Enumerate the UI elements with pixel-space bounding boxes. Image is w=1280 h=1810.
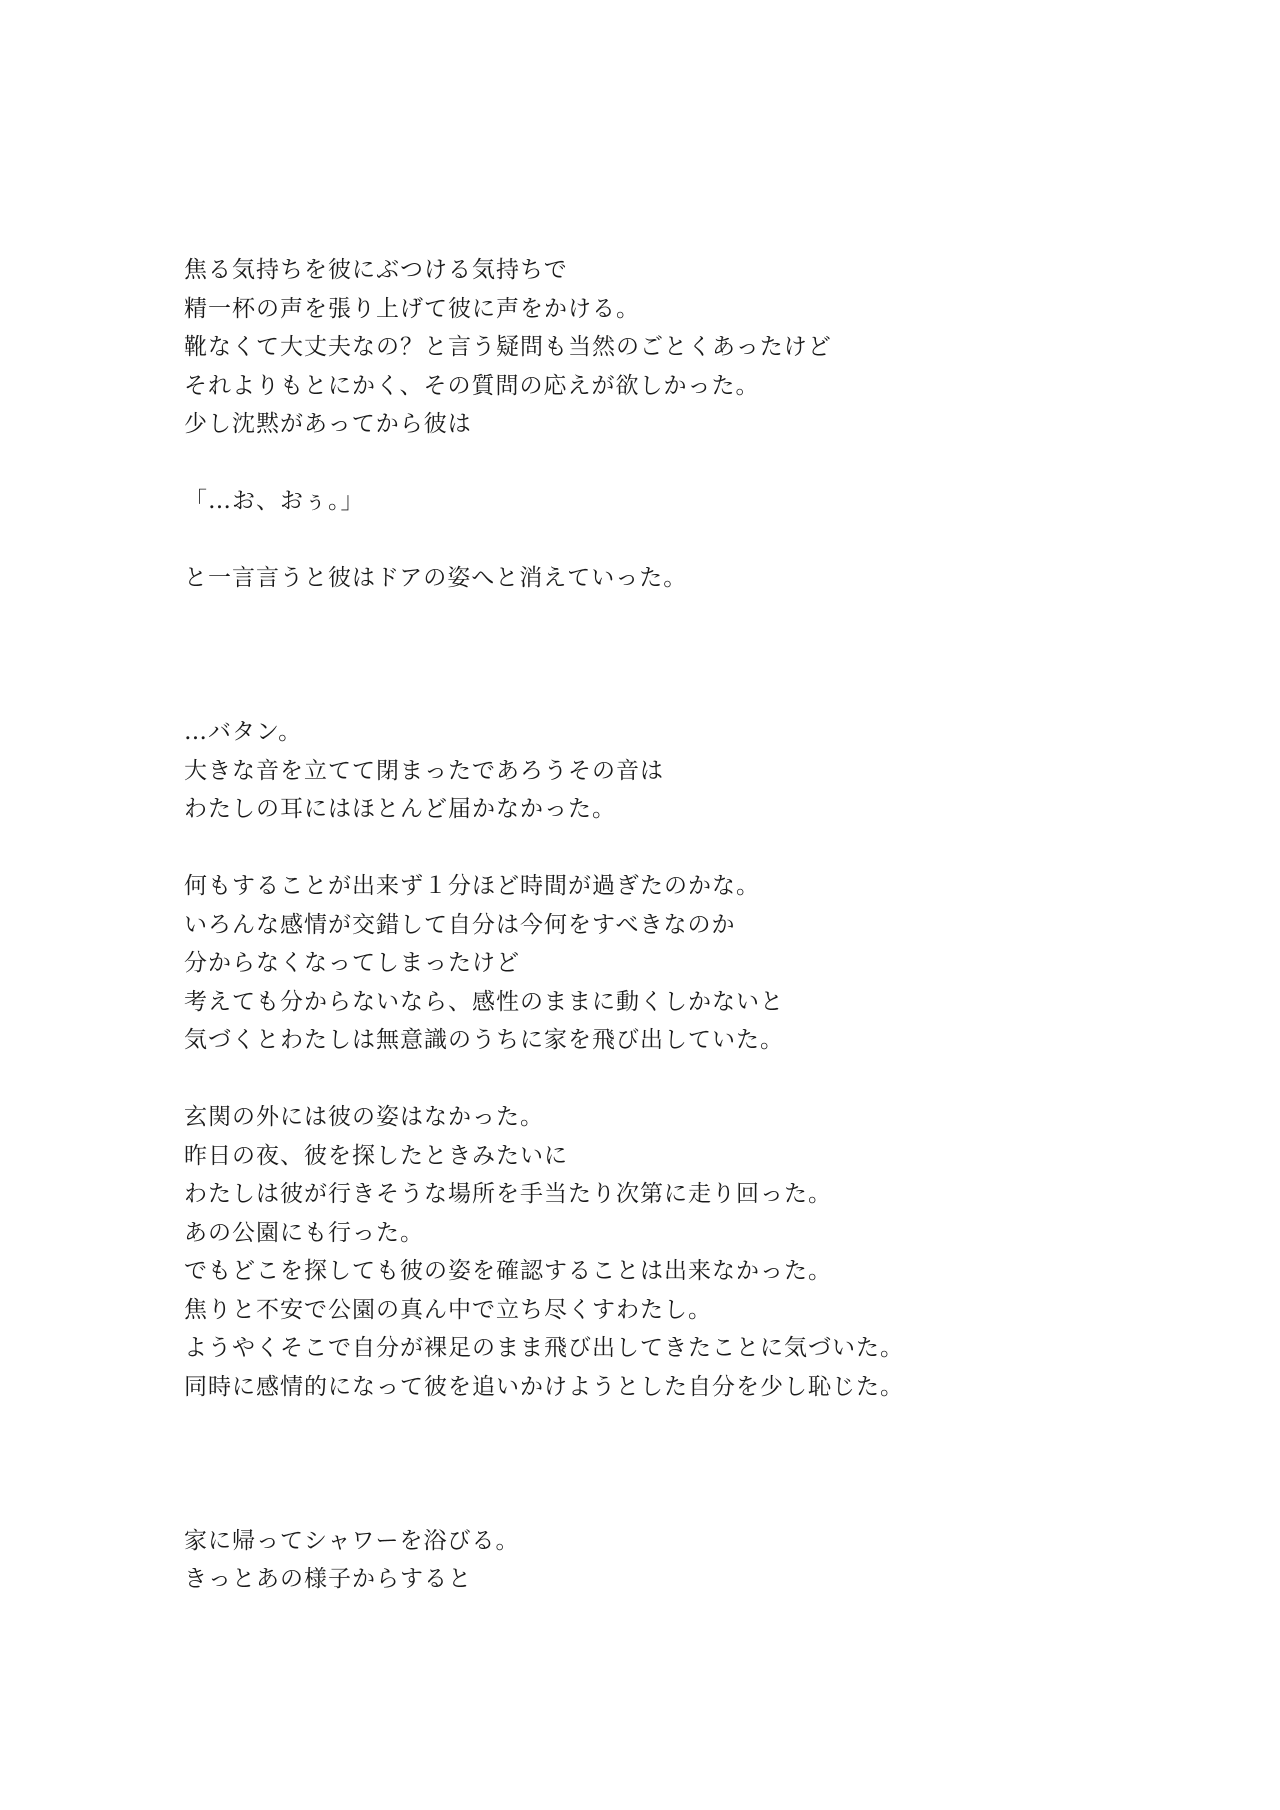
text-line: それよりもとにかく、その質問の応えが欲しかった。 bbox=[184, 372, 760, 399]
body-text bbox=[184, 251, 1184, 1599]
text-line: きっとあの様子からすると bbox=[184, 1566, 472, 1592]
text-line: 少し沈黙があってから彼は bbox=[184, 411, 472, 437]
text-line: いろんな感情が交錯して自分は今何をすべきなのか bbox=[184, 911, 736, 938]
section-gap bbox=[184, 1406, 1184, 1522]
text-line: 大きな音を立てて閉まったであろうその音は bbox=[184, 757, 664, 784]
text-line: でもどこを探しても彼の姿を確認することは出来なかった。 bbox=[184, 1258, 832, 1284]
text-line: 靴なくて大丈夫なの？と言う疑問も当然のごとくあったけど bbox=[184, 334, 832, 360]
paragraph-gap bbox=[184, 829, 1184, 868]
text-line: 焦りと不安で公園の真ん中で立ち尽くすわたし。 bbox=[184, 1296, 712, 1323]
text-line: 気づくとわたしは無意識のうちに家を飛び出していた。 bbox=[184, 1027, 784, 1053]
text-line: 分からなくなってしまったけど bbox=[184, 950, 520, 976]
text-line: 昨日の夜、彼を探したときみたいに bbox=[184, 1142, 568, 1169]
text-line: と一言言うと彼はドアの姿へと消えていった。 bbox=[184, 565, 688, 591]
text-line: 同時に感情的になって彼を追いかけようとした自分を少し恥じた。 bbox=[184, 1373, 904, 1400]
text-line: 何もすることが出来ず１分ほど時間が過ぎたのかな。 bbox=[184, 873, 760, 899]
text-line: 焦る気持ちを彼にぶつける気持ちで bbox=[184, 257, 568, 283]
paragraph-gap bbox=[184, 444, 1184, 483]
text-line: 家に帰ってシャワーを浴びる。 bbox=[184, 1527, 520, 1554]
paragraph-gap bbox=[184, 521, 1184, 560]
text-line: あの公園にも行った。 bbox=[184, 1219, 424, 1246]
paragraph-gap bbox=[184, 1060, 1184, 1099]
dialogue-line: 「…お、おぅ。」 bbox=[184, 488, 365, 514]
text-line: わたしの耳にはほとんど届かなかった。 bbox=[184, 796, 616, 822]
text-line: 玄関の外には彼の姿はなかった。 bbox=[184, 1104, 544, 1130]
section-gap bbox=[184, 598, 1184, 714]
text-line: 考えても分からないなら、感性のままに動くしかないと bbox=[184, 988, 784, 1015]
text-line: 精一杯の声を張り上げて彼に声をかける。 bbox=[184, 295, 640, 322]
text-line: …バタン。 bbox=[184, 719, 303, 745]
text-line: ようやくそこで自分が裸足のまま飛び出してきたことに気づいた。 bbox=[184, 1335, 904, 1361]
text-line: わたしは彼が行きそうな場所を手当たり次第に走り回った。 bbox=[184, 1181, 832, 1207]
